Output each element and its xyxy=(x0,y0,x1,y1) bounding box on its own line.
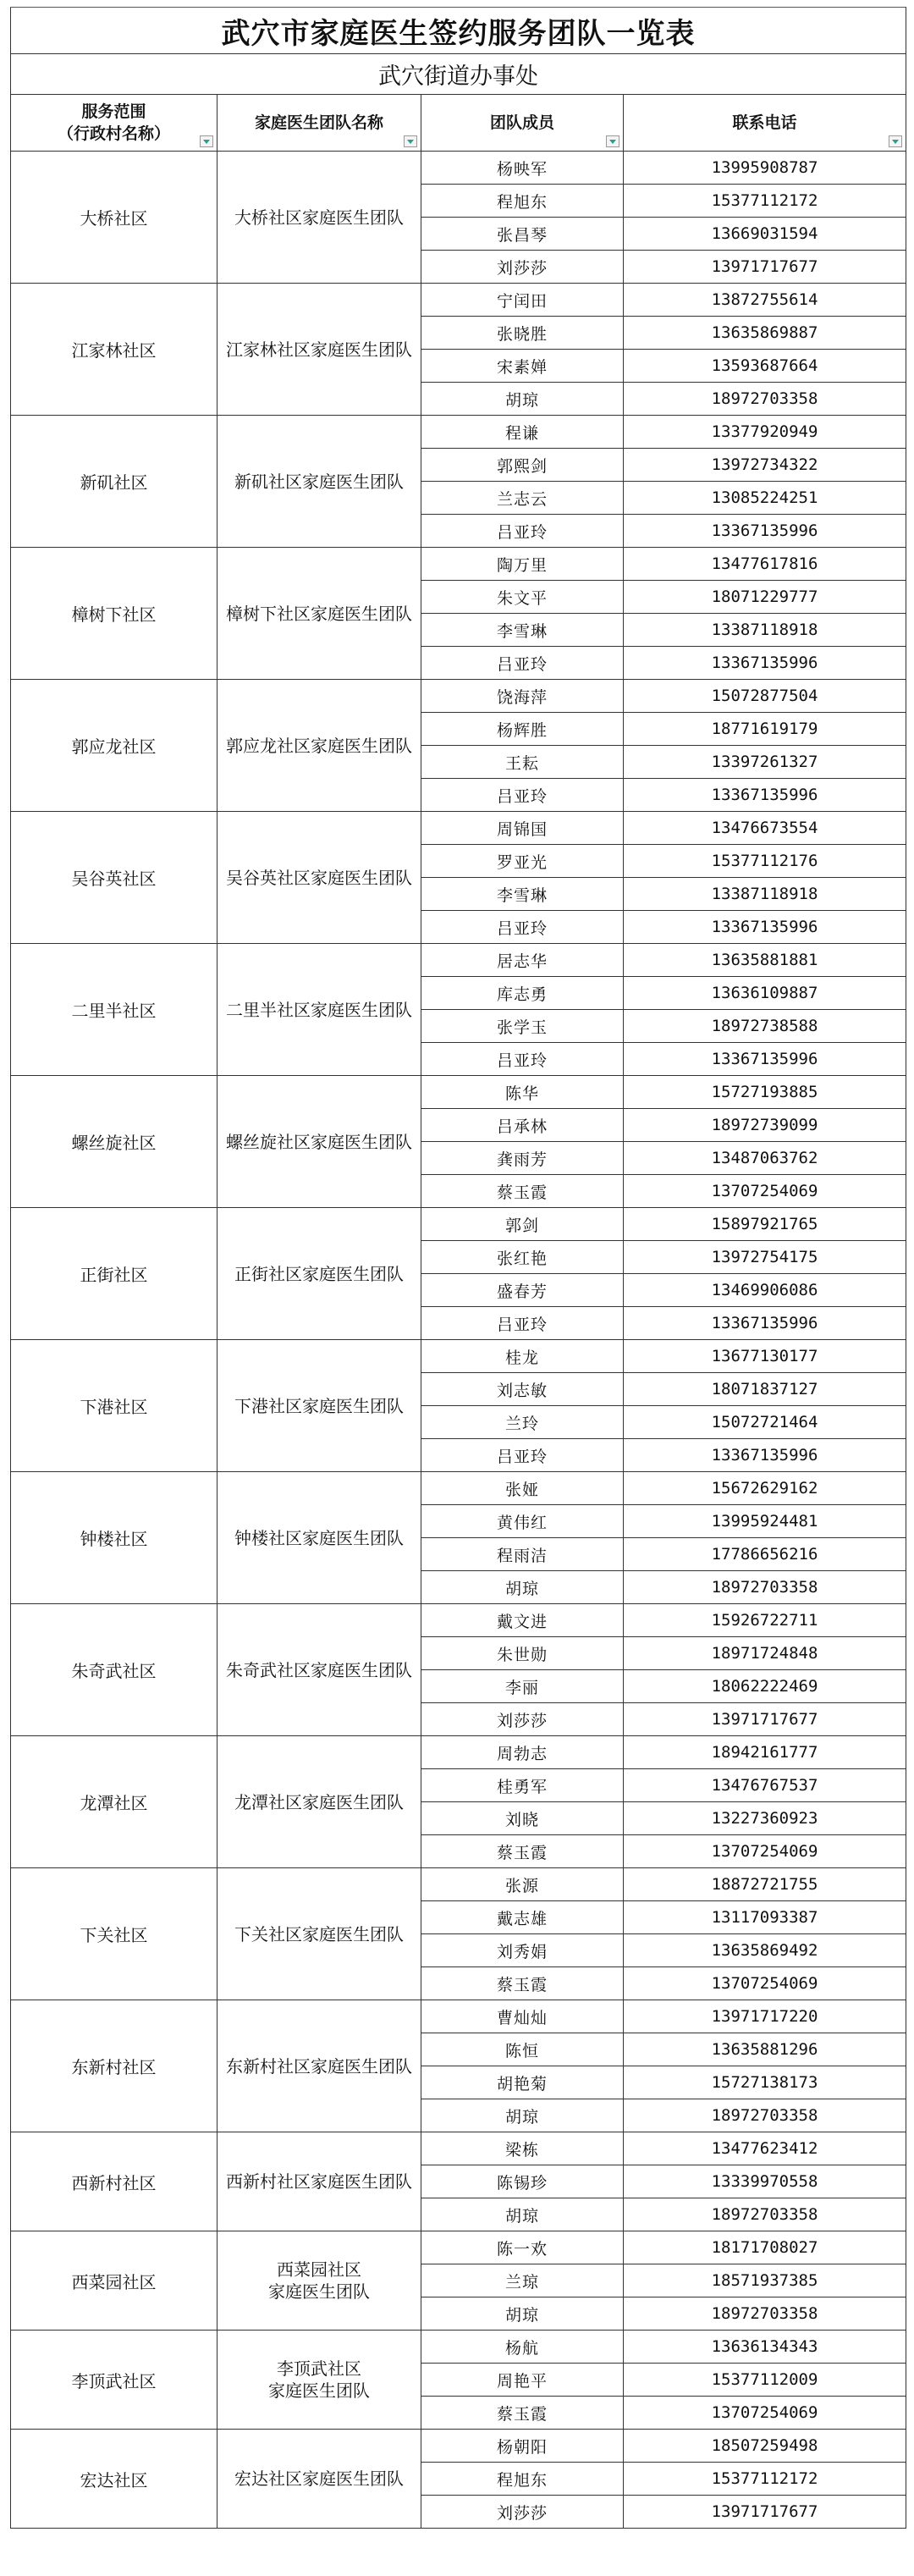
table-row xyxy=(11,1472,906,1505)
member-name-cell: 张源 xyxy=(421,1868,624,1901)
member-name-cell: 杨映军 xyxy=(421,152,624,185)
member-name-cell: 刘莎莎 xyxy=(421,2496,624,2529)
table-row xyxy=(11,1076,906,1109)
member-name-cell: 杨朝阳 xyxy=(421,2430,624,2463)
member-name-cell: 胡艳菊 xyxy=(421,2066,624,2099)
phone-number-cell: 18972738588 xyxy=(624,1010,906,1043)
member-name-cell: 胡琼 xyxy=(421,383,624,416)
header-members-label: 团队成员 xyxy=(489,113,554,132)
community-name-cell: 下关社区 xyxy=(11,1868,217,2000)
phone-number-cell: 18972703358 xyxy=(624,2099,906,2132)
team-name-cell: 钟楼社区家庭医生团队 xyxy=(217,1472,421,1604)
team-name-cell: 正街社区家庭医生团队 xyxy=(217,1208,421,1340)
member-name-cell: 李丽 xyxy=(421,1670,624,1703)
header-phone xyxy=(624,95,906,152)
phone-number-cell: 13367135996 xyxy=(624,647,906,680)
member-name-cell: 刘莎莎 xyxy=(421,251,624,284)
header-row xyxy=(11,95,906,152)
phone-number-cell: 13707254069 xyxy=(624,1967,906,2000)
phone-number-cell: 13971717677 xyxy=(624,2496,906,2529)
phone-number-cell: 18062222469 xyxy=(624,1670,906,1703)
team-name-cell: 西新村社区家庭医生团队 xyxy=(217,2132,421,2231)
phone-number-cell: 13367135996 xyxy=(624,911,906,944)
member-name-cell: 梁栋 xyxy=(421,2132,624,2165)
member-name-cell: 陈华 xyxy=(421,1076,624,1109)
member-name-cell: 程旭东 xyxy=(421,2463,624,2496)
member-name-cell: 吕亚玲 xyxy=(421,779,624,812)
member-name-cell: 胡琼 xyxy=(421,2198,624,2231)
phone-number-cell: 13339970558 xyxy=(624,2165,906,2198)
member-name-cell: 桂龙 xyxy=(421,1340,624,1373)
member-name-cell: 兰志云 xyxy=(421,482,624,515)
phone-number-cell: 18771619179 xyxy=(624,713,906,746)
phone-number-cell: 18971724848 xyxy=(624,1637,906,1670)
member-name-cell: 刘莎莎 xyxy=(421,1703,624,1736)
phone-number-cell: 18171708027 xyxy=(624,2231,906,2264)
header-team-name xyxy=(217,95,421,152)
member-name-cell: 陈恒 xyxy=(421,2033,624,2066)
table-row xyxy=(11,416,906,449)
member-name-cell: 李雪琳 xyxy=(421,614,624,647)
table-row xyxy=(11,1736,906,1769)
member-name-cell: 刘志敏 xyxy=(421,1373,624,1406)
phone-number-cell: 17786656216 xyxy=(624,1538,906,1571)
member-name-cell: 杨辉胜 xyxy=(421,713,624,746)
table-row xyxy=(11,2231,906,2264)
phone-number-cell: 18972703358 xyxy=(624,2297,906,2331)
table-row xyxy=(11,2000,906,2033)
community-name-cell: 正街社区 xyxy=(11,1208,217,1340)
member-name-cell: 饶海萍 xyxy=(421,680,624,713)
phone-number-cell: 13971717677 xyxy=(624,1703,906,1736)
phone-number-cell: 15377112172 xyxy=(624,185,906,218)
member-name-cell: 吕亚玲 xyxy=(421,1307,624,1340)
table-row xyxy=(11,1208,906,1241)
phone-number-cell: 13972734322 xyxy=(624,449,906,482)
header-members xyxy=(421,95,624,152)
table-row xyxy=(11,152,906,185)
community-name-cell: 吴谷英社区 xyxy=(11,812,217,944)
table-row xyxy=(11,812,906,845)
team-name-cell: 新矶社区家庭医生团队 xyxy=(217,416,421,548)
member-name-cell: 兰玲 xyxy=(421,1406,624,1439)
office-subtitle: 武穴街道办事处 xyxy=(11,54,906,95)
member-name-cell: 张红艳 xyxy=(421,1241,624,1274)
phone-number-cell: 13635869492 xyxy=(624,1934,906,1967)
phone-number-cell: 13872755614 xyxy=(624,284,906,317)
phone-number-cell: 13367135996 xyxy=(624,1307,906,1340)
member-name-cell: 兰琼 xyxy=(421,2264,624,2297)
phone-number-cell: 13707254069 xyxy=(624,1175,906,1208)
phone-number-cell: 13971717220 xyxy=(624,2000,906,2033)
phone-number-cell: 18872721755 xyxy=(624,1868,906,1901)
header-service-area xyxy=(11,95,217,152)
table-row xyxy=(11,548,906,581)
phone-number-cell: 15072721464 xyxy=(624,1406,906,1439)
filter-dropdown-icon[interactable] xyxy=(889,135,902,147)
table-row xyxy=(11,1340,906,1373)
phone-number-cell: 13995924481 xyxy=(624,1505,906,1538)
member-name-cell: 周锦国 xyxy=(421,812,624,845)
team-name-cell: 二里半社区家庭医生团队 xyxy=(217,944,421,1076)
member-name-cell: 吕承林 xyxy=(421,1109,624,1142)
phone-number-cell: 18972739099 xyxy=(624,1109,906,1142)
community-name-cell: 大桥社区 xyxy=(11,152,217,284)
table-body xyxy=(11,152,906,2529)
phone-number-cell: 13387118918 xyxy=(624,614,906,647)
header-team-name-label: 家庭医生团队名称 xyxy=(254,113,383,132)
member-name-cell: 程旭东 xyxy=(421,185,624,218)
phone-number-cell: 15377112009 xyxy=(624,2364,906,2397)
member-name-cell: 吕亚玲 xyxy=(421,1043,624,1076)
phone-number-cell: 13636134343 xyxy=(624,2331,906,2364)
phone-number-cell: 18942161777 xyxy=(624,1736,906,1769)
phone-number-cell: 13377920949 xyxy=(624,416,906,449)
phone-number-cell: 13477623412 xyxy=(624,2132,906,2165)
phone-number-cell: 13367135996 xyxy=(624,1043,906,1076)
member-name-cell: 吕亚玲 xyxy=(421,515,624,548)
member-name-cell: 宋素婵 xyxy=(421,350,624,383)
team-name-cell: 吴谷英社区家庭医生团队 xyxy=(217,812,421,944)
phone-number-cell: 13387118918 xyxy=(624,878,906,911)
phone-number-cell: 13995908787 xyxy=(624,152,906,185)
community-name-cell: 宏达社区 xyxy=(11,2430,217,2529)
phone-number-cell: 13476673554 xyxy=(624,812,906,845)
phone-number-cell: 15727193885 xyxy=(624,1076,906,1109)
member-name-cell: 陈一欢 xyxy=(421,2231,624,2264)
member-name-cell: 桂勇军 xyxy=(421,1769,624,1802)
phone-number-cell: 13635881881 xyxy=(624,944,906,977)
phone-number-cell: 13636109887 xyxy=(624,977,906,1010)
phone-number-cell: 15377112172 xyxy=(624,2463,906,2496)
table-row xyxy=(11,944,906,977)
member-name-cell: 刘秀娟 xyxy=(421,1934,624,1967)
member-name-cell: 吕亚玲 xyxy=(421,911,624,944)
team-name-cell: 李顶武社区 家庭医生团队 xyxy=(217,2331,421,2430)
community-name-cell: 西菜园社区 xyxy=(11,2231,217,2331)
member-name-cell: 周艳平 xyxy=(421,2364,624,2397)
phone-number-cell: 13707254069 xyxy=(624,1835,906,1868)
member-name-cell: 程谦 xyxy=(421,416,624,449)
phone-number-cell: 15926722711 xyxy=(624,1604,906,1637)
phone-number-cell: 13487063762 xyxy=(624,1142,906,1175)
table-row xyxy=(11,680,906,713)
phone-number-cell: 18972703358 xyxy=(624,2198,906,2231)
member-name-cell: 吕亚玲 xyxy=(421,1439,624,1472)
table-row xyxy=(11,2430,906,2463)
team-name-cell: 下关社区家庭医生团队 xyxy=(217,1868,421,2000)
phone-number-cell: 18507259498 xyxy=(624,2430,906,2463)
member-name-cell: 库志勇 xyxy=(421,977,624,1010)
community-name-cell: 朱奇武社区 xyxy=(11,1604,217,1736)
phone-number-cell: 13117093387 xyxy=(624,1901,906,1934)
member-name-cell: 曹灿灿 xyxy=(421,2000,624,2033)
community-name-cell: 郭应龙社区 xyxy=(11,680,217,812)
member-name-cell: 胡琼 xyxy=(421,1571,624,1604)
member-name-cell: 黄伟红 xyxy=(421,1505,624,1538)
member-name-cell: 周勃志 xyxy=(421,1736,624,1769)
member-name-cell: 刘晓 xyxy=(421,1802,624,1835)
member-name-cell: 蔡玉霞 xyxy=(421,1835,624,1868)
member-name-cell: 蔡玉霞 xyxy=(421,2397,624,2430)
member-name-cell: 蔡玉霞 xyxy=(421,1967,624,2000)
phone-number-cell: 13469906086 xyxy=(624,1274,906,1307)
member-name-cell: 居志华 xyxy=(421,944,624,977)
table-row xyxy=(11,2132,906,2165)
header-service-area-line2: （行政村名称） xyxy=(57,124,170,143)
filter-dropdown-icon[interactable] xyxy=(404,135,417,147)
phone-number-cell: 13476767537 xyxy=(624,1769,906,1802)
member-name-cell: 蔡玉霞 xyxy=(421,1175,624,1208)
community-name-cell: 李顶武社区 xyxy=(11,2331,217,2430)
phone-number-cell: 15897921765 xyxy=(624,1208,906,1241)
team-name-cell: 下港社区家庭医生团队 xyxy=(217,1340,421,1472)
community-name-cell: 下港社区 xyxy=(11,1340,217,1472)
phone-number-cell: 13972754175 xyxy=(624,1241,906,1274)
member-name-cell: 张昌琴 xyxy=(421,218,624,251)
member-name-cell: 郭熙剑 xyxy=(421,449,624,482)
member-name-cell: 王耘 xyxy=(421,746,624,779)
team-name-cell: 螺丝旋社区家庭医生团队 xyxy=(217,1076,421,1208)
community-name-cell: 西新村社区 xyxy=(11,2132,217,2231)
member-name-cell: 程雨洁 xyxy=(421,1538,624,1571)
phone-number-cell: 18972703358 xyxy=(624,383,906,416)
team-name-cell: 樟树下社区家庭医生团队 xyxy=(217,548,421,680)
phone-number-cell: 13227360923 xyxy=(624,1802,906,1835)
table-row xyxy=(11,1604,906,1637)
filter-dropdown-icon[interactable] xyxy=(200,135,213,147)
phone-number-cell: 18071229777 xyxy=(624,581,906,614)
member-name-cell: 戴文进 xyxy=(421,1604,624,1637)
community-name-cell: 二里半社区 xyxy=(11,944,217,1076)
member-name-cell: 杨航 xyxy=(421,2331,624,2364)
team-name-cell: 东新村社区家庭医生团队 xyxy=(217,2000,421,2132)
phone-number-cell: 13367135996 xyxy=(624,515,906,548)
page-title: 武穴市家庭医生签约服务团队一览表 xyxy=(11,8,906,54)
phone-number-cell: 13593687664 xyxy=(624,350,906,383)
community-name-cell: 东新村社区 xyxy=(11,2000,217,2132)
phone-number-cell: 13971717677 xyxy=(624,251,906,284)
header-phone-label: 联系电话 xyxy=(732,113,797,132)
filter-dropdown-icon[interactable] xyxy=(606,135,619,147)
phone-number-cell: 13635881296 xyxy=(624,2033,906,2066)
team-name-cell: 宏达社区家庭医生团队 xyxy=(217,2430,421,2529)
team-name-cell: 西菜园社区 家庭医生团队 xyxy=(217,2231,421,2331)
member-name-cell: 陶万里 xyxy=(421,548,624,581)
phone-number-cell: 18571937385 xyxy=(624,2264,906,2297)
member-name-cell: 郭剑 xyxy=(421,1208,624,1241)
community-name-cell: 樟树下社区 xyxy=(11,548,217,680)
member-name-cell: 陈锡珍 xyxy=(421,2165,624,2198)
community-name-cell: 钟楼社区 xyxy=(11,1472,217,1604)
team-name-cell: 朱奇武社区家庭医生团队 xyxy=(217,1604,421,1736)
community-name-cell: 螺丝旋社区 xyxy=(11,1076,217,1208)
member-name-cell: 李雪琳 xyxy=(421,878,624,911)
community-name-cell: 新矶社区 xyxy=(11,416,217,548)
member-name-cell: 胡琼 xyxy=(421,2099,624,2132)
phone-number-cell: 13085224251 xyxy=(624,482,906,515)
phone-number-cell: 13707254069 xyxy=(624,2397,906,2430)
phone-number-cell: 15072877504 xyxy=(624,680,906,713)
community-name-cell: 龙潭社区 xyxy=(11,1736,217,1868)
member-name-cell: 朱文平 xyxy=(421,581,624,614)
phone-number-cell: 18071837127 xyxy=(624,1373,906,1406)
phone-number-cell: 15727138173 xyxy=(624,2066,906,2099)
table-row xyxy=(11,1868,906,1901)
phone-number-cell: 13367135996 xyxy=(624,779,906,812)
member-name-cell: 戴志雄 xyxy=(421,1901,624,1934)
team-name-cell: 大桥社区家庭医生团队 xyxy=(217,152,421,284)
phone-number-cell: 15672629162 xyxy=(624,1472,906,1505)
community-name-cell: 江家林社区 xyxy=(11,284,217,416)
member-name-cell: 龚雨芳 xyxy=(421,1142,624,1175)
member-name-cell: 吕亚玲 xyxy=(421,647,624,680)
phone-number-cell: 13669031594 xyxy=(624,218,906,251)
table-row xyxy=(11,2331,906,2364)
member-name-cell: 张学玉 xyxy=(421,1010,624,1043)
phone-number-cell: 18972703358 xyxy=(624,1571,906,1604)
phone-number-cell: 15377112176 xyxy=(624,845,906,878)
member-name-cell: 张娅 xyxy=(421,1472,624,1505)
member-name-cell: 盛春芳 xyxy=(421,1274,624,1307)
header-service-area-line1: 服务范围 xyxy=(81,102,146,121)
phone-number-cell: 13477617816 xyxy=(624,548,906,581)
phone-number-cell: 13397261327 xyxy=(624,746,906,779)
team-name-cell: 龙潭社区家庭医生团队 xyxy=(217,1736,421,1868)
member-name-cell: 胡琼 xyxy=(421,2297,624,2331)
phone-number-cell: 13677130177 xyxy=(624,1340,906,1373)
member-name-cell: 朱世勋 xyxy=(421,1637,624,1670)
member-name-cell: 宁闰田 xyxy=(421,284,624,317)
team-name-cell: 江家林社区家庭医生团队 xyxy=(217,284,421,416)
phone-number-cell: 13367135996 xyxy=(624,1439,906,1472)
roster-table xyxy=(10,7,906,2529)
team-name-cell: 郭应龙社区家庭医生团队 xyxy=(217,680,421,812)
table-row xyxy=(11,284,906,317)
member-name-cell: 张晓胜 xyxy=(421,317,624,350)
member-name-cell: 罗亚光 xyxy=(421,845,624,878)
phone-number-cell: 13635869887 xyxy=(624,317,906,350)
